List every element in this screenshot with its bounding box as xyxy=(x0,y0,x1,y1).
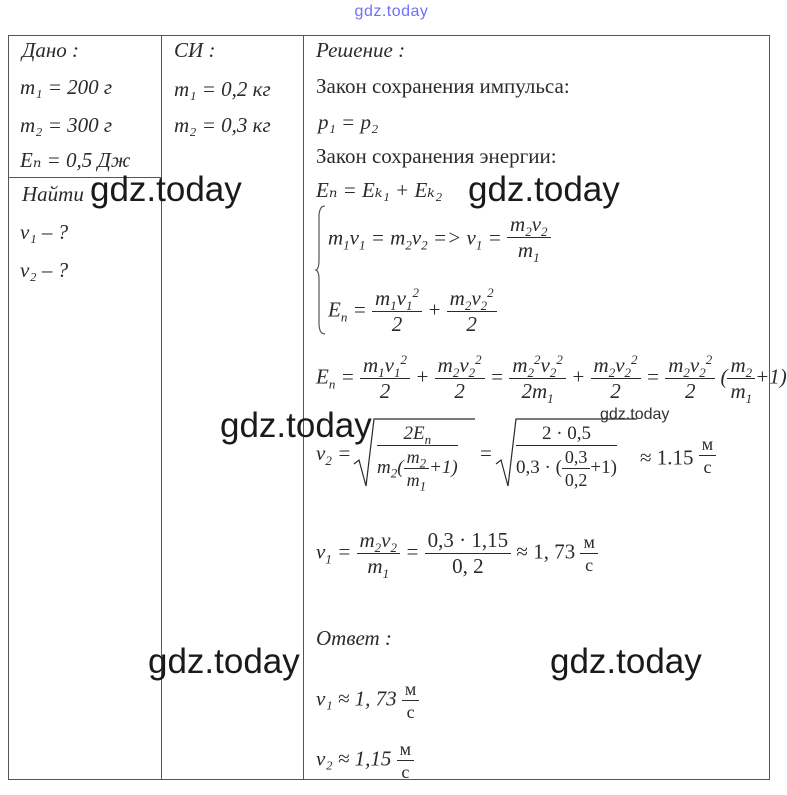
given-m1: m₁ = 200 г xyxy=(20,75,113,99)
watermark-small: gdz.today xyxy=(600,406,670,423)
watermark-2: gdz.today xyxy=(468,170,620,209)
watermark-4: gdz.today xyxy=(148,642,300,681)
answer-title: Ответ : xyxy=(316,626,392,650)
si-title: СИ : xyxy=(174,38,216,62)
find-title: Найти xyxy=(22,182,84,206)
v2-fraction: $2E_n$ $m_2$( $\frac{m_2}{m_1}$ +1) xyxy=(377,423,458,494)
v2-numeric-fraction: 2 · 0,5 0,3 · ( $\frac{0,3}{0,2}$ +1) xyxy=(516,423,617,490)
momentum-law: Закон сохранения импульса: xyxy=(316,74,570,98)
v1-formula: $v_1$ = $\frac{m_2v_2}{m_1}$ = $\frac{0,3 \cdot 1,15}{0, 2}$ ≈ 1, 73 $\frac{м}{с}$ xyxy=(316,530,598,577)
v2-label-eq: $v_2$ = xyxy=(316,441,352,469)
solution-title: Решение : xyxy=(316,38,406,62)
system-eq-2: $E_n$ = $\frac{m_1v_1^2}{2}$ + $\frac{m_2v_2^2}{2}$ xyxy=(328,288,497,335)
find-v1: v₁ – ? xyxy=(20,220,69,244)
watermark-5: gdz.today xyxy=(550,642,702,681)
given-energy: Eₙ = 0,5 Дж xyxy=(20,148,131,172)
answer-v2: v₂ ≈ 1,15 $\frac{м}{с}$ xyxy=(316,740,414,781)
si-m1: m₁ = 0,2 кг xyxy=(174,77,271,101)
watermark-1: gdz.today xyxy=(90,170,242,209)
given-m2: m₂ = 300 г xyxy=(20,113,113,137)
energy-equation: Eₙ = Eₖ₁ + Eₖ₂ xyxy=(316,178,443,202)
find-v2: v₂ – ? xyxy=(20,258,69,282)
answer-v1: v₁ ≈ 1, 73 $\frac{м}{с}$ xyxy=(316,680,419,721)
site-header[interactable]: gdz.today xyxy=(354,3,429,20)
v2-result: ≈ 1.15 $\frac{м}{с}$ xyxy=(640,443,716,476)
momentum-equation: p₁ = p₂ xyxy=(318,110,379,134)
given-title: Дано : xyxy=(22,38,80,62)
system-brace-icon xyxy=(316,205,326,335)
system-eq-1: $m_1v_1 = m_2v_2 => v_1$ = $\frac{m_2v_2}{m_1}$ xyxy=(328,218,551,261)
si-m2: m₂ = 0,3 кг xyxy=(174,113,271,137)
energy-expansion: $E_n$ = $\frac{m_1v_1^2}{2}$ + $\frac{m_2v_2^2}{2}$ = $\frac{m_2^2v_2^2}{2m_1}$ + $\frac{m_2v_2^2}{2}$ = $\frac{m_2v_2^2}{2}$ ( $\frac{m_2}{m_1}$ +1) xyxy=(316,352,787,407)
energy-law: Закон сохранения энергии: xyxy=(316,144,557,168)
watermark-3: gdz.today xyxy=(220,406,372,445)
equals-sign-1: = xyxy=(480,441,492,465)
